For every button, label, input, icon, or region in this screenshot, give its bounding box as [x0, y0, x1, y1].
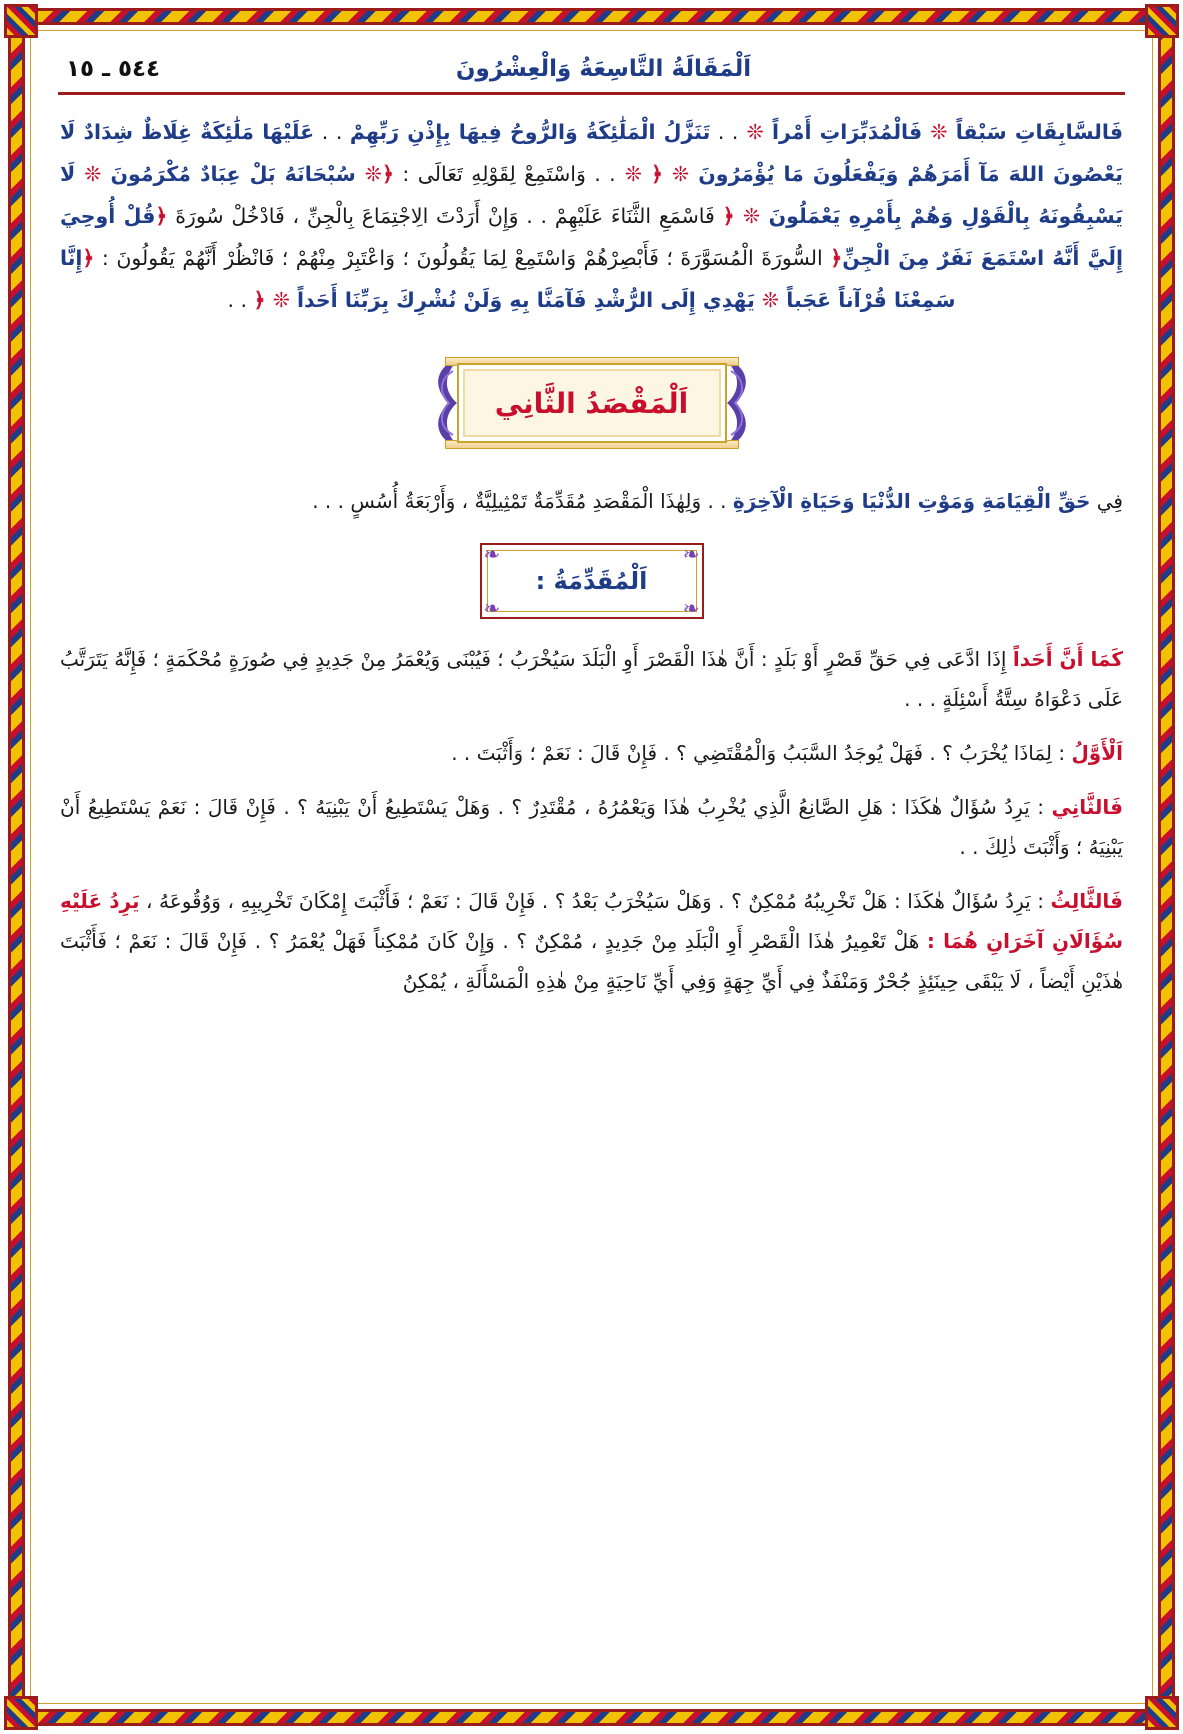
- quran-text-run-18: ﴿: [722, 204, 735, 229]
- paragraph-muqaddima-2: [60, 733, 1123, 773]
- quran-text-run-20: ﴿: [155, 204, 168, 229]
- corner-flourish-icon-bl: ❧: [483, 596, 501, 621]
- quran-text-run-25: إِنَّا سَمِعْنَا قُرْآناً عَجَباً: [60, 246, 956, 313]
- corner-ornament-bottom-left: [4, 1696, 38, 1730]
- quran-text-run-0: فَالسَّابِقَاتِ سَبْقاً: [955, 120, 1123, 144]
- corner-flourish-icon-tl: ❧: [483, 542, 501, 567]
- quran-text-run-11: . . وَاسْتَمِعْ لِقَوْلِهِ تَعَالَى :: [393, 162, 616, 187]
- maqsad-intro-block: [48, 481, 1135, 521]
- quran-text-run-30: . .: [227, 288, 254, 313]
- header-divider: [58, 92, 1125, 95]
- muqaddima-4-run-1: : يَرِدُ سُؤَالٌ هٰكَذَا : هَلْ تَخْرِيبُهُ مُمْكِنٌ ؟ . وَهَلْ سَيُخْرَبُ بَعْدُ ؟ . فَإِنْ قَالَ : نَعَمْ ؛ فَأَثْبَتَ إِمْكَانَ تَخْرِيبِهِ ، وَوُقُوعَهُ ،: [139, 889, 1051, 914]
- muqaddima-4-run-0: فَالثَّالِثُ: [1050, 889, 1124, 914]
- corner-ornament-top-right: [1145, 4, 1179, 38]
- quran-text-run-27: يَهْدِي إِلَى الرُّشْدِ فَآمَنَّا بِهِ وَلَنْ نُشْرِكَ بِرَبِّنَا أَحَداً: [297, 288, 755, 313]
- muqaddima-2-run-0: اَلْأَوَّلُ: [1071, 741, 1123, 766]
- muqaddima-3-run-1: : يَرِدُ سُؤَالٌ هٰكَذَا : هَلِ الصَّانِعُ الَّذِي يُخْرِبُ هٰذَا وَيَعْمُرُهُ ، مُقْتَدِرٌ ؟ . وَهَلْ يَسْتَطِيعُ أَنْ يَبْنِيَهُ ؟ . فَإِنْ قَالَ : نَعَمْ يَسْتَطِيعُ أَنْ يَبْنِيَهُ ؛ وَأَثْبَتَ ذٰلِكَ . .: [60, 795, 1123, 860]
- paragraph-muqaddima-3: [60, 787, 1123, 867]
- maqsad-banner-wrapper: [48, 347, 1135, 459]
- quran-text-run-21: قُلْ أُوحِيَ إِلَيَّ أَنَّهُ اسْتَمَعَ نَفَرٌ مِنَ الْجِنِّ: [60, 204, 1123, 271]
- corner-ornament-top-left: [4, 4, 38, 38]
- maqsad-intro-run-2: . . وَلِهٰذَا الْمَقْصَدِ مُقَدِّمَةٌ تَمْثِيلِيَّةٌ ، وَأَرْبَعَةُ أُسُسٍ . . .: [312, 489, 733, 514]
- muqaddima-4-run-3: هَلْ تَعْمِيرُ هٰذَا الْقَصْرِ أَوِ الْبَلَدِ مِنْ جَدِيدٍ ، مُمْكِنٌ ؟ . وَإِنْ كَانَ مُمْكِناً فَهَلْ يُعْمَرُ ؟ . فَإِنْ قَالَ : نَعَمْ ؛ فَأَثْبَتَ هٰذَيْنِ أَيْضاً ، لَا يَبْقَى حِينَئِذٍ جُحْرٌ وَمَنْفَذٌ فِي أَيِّ جِهَةٍ وَفِي أَيِّ نَاحِيَةٍ مِنْ هٰذِهِ الْمَسْأَلَةِ ، يُمْكِنُ: [60, 929, 1123, 994]
- quran-text-run-1: ❊: [922, 120, 956, 144]
- quran-text-run-28: ❊: [265, 288, 298, 313]
- muqaddima-1-run-1: إِذَا ادَّعَى فِي حَقِّ قَصْرٍ أَوْ بَلَدٍ : أَنَّ هٰذَا الْقَصْرَ أَوِ الْبَلَدَ سَيُخْرَبُ ؛ فَيُبْنَى وَيُعْمَرُ مِنْ جَدِيدٍ فِي صُورَةٍ مُحْكَمَةٍ ؛ فَإِنَّهُ يَتَرَتَّبُ عَلَى دَعْوَاهُ سِتَّةُ أَسْئِلَةٍ . . .: [60, 647, 1123, 712]
- paragraph-muqaddima-4: [60, 881, 1123, 1001]
- muqaddima-1-run-0: كَمَا أَنَّ أَحَداً: [1012, 647, 1124, 672]
- quran-text-run-22: ﴿: [830, 246, 843, 271]
- muqaddima-3-run-0: فَالثَّانِي: [1051, 795, 1123, 820]
- muqaddima-banner: [480, 543, 704, 619]
- quran-text-run-13: ❊: [355, 162, 382, 187]
- quran-text-run-4: . .: [710, 120, 739, 144]
- corner-flourish-icon-br: ❧: [682, 596, 700, 621]
- page-number: ٥٤٤ ـ ١٥: [66, 56, 161, 82]
- maqsad-heading: اَلْمَقْصَدُ الثَّانِي: [494, 386, 689, 420]
- corner-flourish-icon-tr: ❧: [682, 542, 700, 567]
- quran-text-run-12: ﴿: [381, 162, 394, 187]
- quran-text-run-7: عَلَيْهَا مَلَٰئِكَةٌ غِلَاظٌ شِدَادٌ لَا يَعْصُونَ اللهَ مَآ أَمَرَهُمْ وَيَفْعَلُونَ مَا يُؤْمَرُونَ: [60, 120, 1123, 187]
- quran-text-run-10: ❊: [615, 162, 651, 187]
- quran-text-run-14: سُبْحَانَهُ بَلْ عِبَادٌ مُكْرَمُونَ: [110, 162, 356, 187]
- muqaddima-4-run-2: يَرِدُ عَلَيْهِ سُؤَالَانِ آخَرَانِ هُمَا :: [60, 889, 1123, 954]
- quran-text-run-26: ❊: [754, 288, 787, 313]
- muqaddima-heading: اَلْمُقَدِّمَةُ :: [535, 567, 648, 596]
- quran-text-run-15: ❊: [75, 162, 111, 187]
- quran-text-run-3: ❊: [738, 120, 772, 144]
- quran-text-run-6: . .: [314, 120, 350, 144]
- quran-text-run-9: ﴿: [650, 162, 663, 187]
- maqsad-banner: [427, 347, 757, 459]
- maqsad-intro-run-0: فِي: [1090, 489, 1123, 514]
- quran-text-run-8: ❊: [662, 162, 699, 187]
- muqaddima-2-run-1: : لِمَاذَا يُخْرَبُ ؟ . فَهَلْ يُوجَدُ السَّبَبُ وَالْمُقْتَضِي ؟ . فَإِنْ قَالَ : نَعَمْ ؛ وَأَثْبَتَ . .: [451, 741, 1072, 766]
- page-header: [48, 48, 1135, 82]
- paragraph-muqaddima-1: [60, 639, 1123, 719]
- quran-text-run-29: ﴿: [253, 288, 266, 313]
- quran-text-run-5: تَنَزَّلُ الْمَلَٰئِكَةُ وَالرُّوحُ فِيهَا بِإِذْنِ رَبِّهِمْ: [349, 120, 711, 144]
- muqaddima-body: [48, 639, 1135, 1001]
- quran-text-run-16: لَا يَسْبِقُونَهُ بِالْقَوْلِ وَهُمْ بِأَمْرِهِ يَعْمَلُونَ: [60, 162, 1124, 229]
- paragraph-quran: [60, 111, 1123, 321]
- maqsad-intro-run-1: حَقِّ الْقِيَامَةِ وَمَوْتِ الدُّنْيَا وَحَيَاةِ الْآخِرَةِ: [732, 489, 1091, 514]
- quran-quotation-block: [48, 111, 1135, 321]
- quran-text-run-2: فَالْمُدَبِّرَاتِ أَمْراً: [771, 120, 923, 144]
- page-content: [48, 48, 1135, 1694]
- paragraph-maqsad-intro: [60, 481, 1123, 521]
- chapter-title: اَلْمَقَالَةُ التَّاسِعَةُ وَالْعِشْرُونَ: [455, 56, 752, 82]
- corner-ornament-bottom-right: [1145, 1696, 1179, 1730]
- quran-text-run-24: ﴿: [82, 246, 95, 271]
- quran-text-run-23: السُّورَةَ الْمُسَوَّرَةَ ؛ فَأَبْصِرْهُمْ وَاسْتَمِعْ لِمَا يَقُولُونَ ؛ وَاعْتَبِرْ مِنْهُمْ ؛ فَانْظُرْ أَنَّهُمْ يَقُولُونَ :: [94, 246, 831, 271]
- quran-text-run-19: فَاسْمَعِ الثَّنَاءَ عَلَيْهِمْ . . وَإِنْ أَرَدْتَ الِاجْتِمَاعَ بِالْجِنِّ ، فَادْخُلْ سُورَةَ: [167, 204, 723, 229]
- muqaddima-banner-wrapper: [48, 543, 1135, 619]
- quran-text-run-17: ❊: [734, 204, 769, 229]
